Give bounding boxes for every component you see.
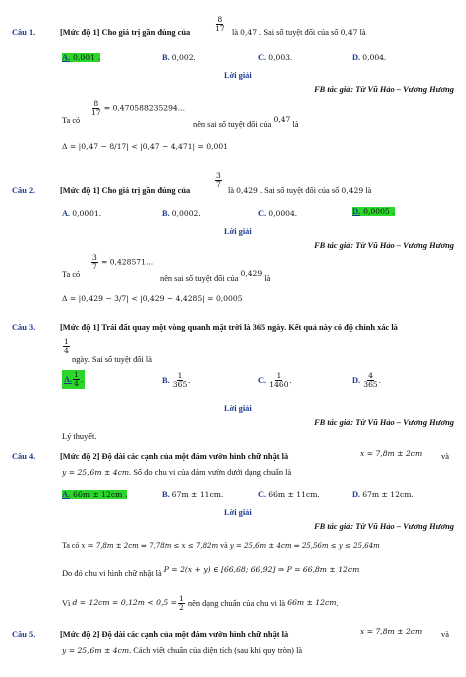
question-3-fraction: $\frac{1}{4}$ <box>64 337 69 355</box>
question-1-number: Câu 1. <box>12 28 36 37</box>
question-2-number: Câu 2. <box>12 186 36 195</box>
question-3-stem: [Mức độ 1] Trái đất quay một vòng quanh mặt trời là 365 ngày. Kết quả này có độ chính xác là <box>60 323 398 332</box>
q4-solution-line3: Vì d = 12cm = 0,12m < 0,5 = $\frac{1}{2}$ nên dạng chuẩn của chu vi là 66m ± 12cm . <box>62 594 339 612</box>
question-5-number: Câu 5. <box>12 630 36 639</box>
q2-solution-line1-rest: nên sai số tuyệt đối của 0,429 là <box>160 269 271 283</box>
q2-solution-heading: Lời giải <box>224 227 252 236</box>
q2-author: FB tác giả: Từ Vũ Hảo – Vương Hương <box>314 241 454 250</box>
q1-option-c[interactable]: C. 0,003. <box>258 53 293 62</box>
q1-option-a[interactable]: A. 0,001 . <box>62 53 100 62</box>
question-2-fraction: $\frac{3}{7}$ <box>216 171 221 189</box>
q4-solution-line2: Do đó chu vi hình chữ nhật là P = 2(x + y) ∈ [66,68; 66,92] ⇒ P = 66,8m ± 12cm <box>62 565 360 578</box>
q4-solution-heading: Lời giải <box>224 508 252 517</box>
q3-option-c[interactable]: C. $\frac{1}{1460}$ . <box>258 371 292 389</box>
question-5-and: và <box>441 630 449 639</box>
q1-solution-line1: Ta có <box>62 116 81 125</box>
q4-author: FB tác giả: Từ Vũ Hảo – Vương Hương <box>314 522 454 531</box>
q4-option-a[interactable]: A. 66m ± 12cm . <box>62 490 128 499</box>
q1-solution-equation: Δ = |0,47 − 8/17| < |0,47 − 4,471| = 0,001 <box>62 142 229 151</box>
q1-author: FB tác giả: Từ Vũ Hảo – Vương Hương <box>314 85 454 94</box>
q4-option-c[interactable]: C. 66m ± 11cm. <box>258 490 320 499</box>
question-1-stem: [Mức độ 1] Cho giá trị gần đúng của <box>60 28 191 37</box>
q2-option-a[interactable]: A. 0,0001. <box>62 209 101 218</box>
q1-solution-line1-rest: nên sai số tuyệt đối của 0,47 là <box>193 115 299 129</box>
q1-option-b[interactable]: B. 0,002. <box>162 53 196 62</box>
question-4-math-x: x = 7,8m ± 2cm <box>360 449 423 458</box>
question-4-number: Câu 4. <box>12 452 36 461</box>
q3-option-b[interactable]: B. $\frac{1}{365}$ . <box>162 371 191 389</box>
q2-solution-equation: Δ = |0,429 − 3/7| < |0,429 − 4,4285| = 0,0005 <box>62 294 243 303</box>
q2-option-d[interactable]: D. 0,0005 . <box>352 207 395 216</box>
q2-option-c[interactable]: C. 0,0004. <box>258 209 297 218</box>
question-2-stem: [Mức độ 1] Cho giá trị gần đúng của <box>60 186 191 195</box>
question-4-and: và <box>441 452 449 461</box>
q2-solution-fraction: $\frac{3}{7}$ = 0,428571... <box>92 253 154 271</box>
question-5-stem: [Mức độ 2] Độ dài các cạnh của một đám vườn hình chữ nhật là <box>60 630 289 639</box>
q1-option-d[interactable]: D. 0,004. <box>352 53 387 62</box>
q4-option-b[interactable]: B. 67m ± 11cm. <box>162 490 224 499</box>
q4-solution-line1: Ta có x = 7,8m ± 2cm ⇒ 7,78m ≤ x ≤ 7,82m và y = 25,6m ± 4cm ⇒ 25,56m ≤ y ≤ 25,64m <box>62 541 380 550</box>
q1-solution-fraction: $\frac{8}{17}$ = 0,470588235294... <box>91 99 186 117</box>
q3-option-a[interactable]: A. $\frac{1}{4}$ . <box>64 370 84 388</box>
question-4-stem: [Mức độ 2] Độ dài các cạnh của một đám vườn hình chữ nhật là <box>60 452 289 461</box>
q4-option-d[interactable]: D. 67m ± 12cm. <box>352 490 414 499</box>
q3-option-d[interactable]: D. $\frac{4}{365}$ . <box>352 371 381 389</box>
question-3-number: Câu 3. <box>12 323 36 332</box>
question-1-fraction: $\frac{8}{17}$ <box>215 15 225 33</box>
q1-solution-heading: Lời giải <box>224 71 252 80</box>
question-3-stem-rest: ngày. Sai số tuyệt đối là <box>72 355 152 364</box>
q3-solution-heading: Lời giải <box>224 404 252 413</box>
question-1-stem-rest: là 0,47 . Sai số tuyệt đối của số 0,47 là <box>232 28 366 37</box>
q2-solution-line1: Ta có <box>62 270 81 279</box>
q3-solution-text: Lý thuyết. <box>62 432 97 441</box>
question-5-math-x: x = 7,8m ± 2cm <box>360 627 423 636</box>
question-5-stem-line2: y = 25,6m ± 4cm. Cách viết chuẩn của diện tích (sau khi quy tròn) là <box>62 646 303 655</box>
question-4-stem-line2: y = 25,6m ± 4cm. Số đo chu vi của đám vườn dưới dạng chuẩn là <box>62 468 292 477</box>
q3-author: FB tác giả: Từ Vũ Hảo – Vương Hương <box>314 418 454 427</box>
q2-option-b[interactable]: B. 0,0002. <box>162 209 201 218</box>
question-2-stem-rest: là 0,429 . Sai số tuyệt đối của số 0,429 là <box>228 186 372 195</box>
